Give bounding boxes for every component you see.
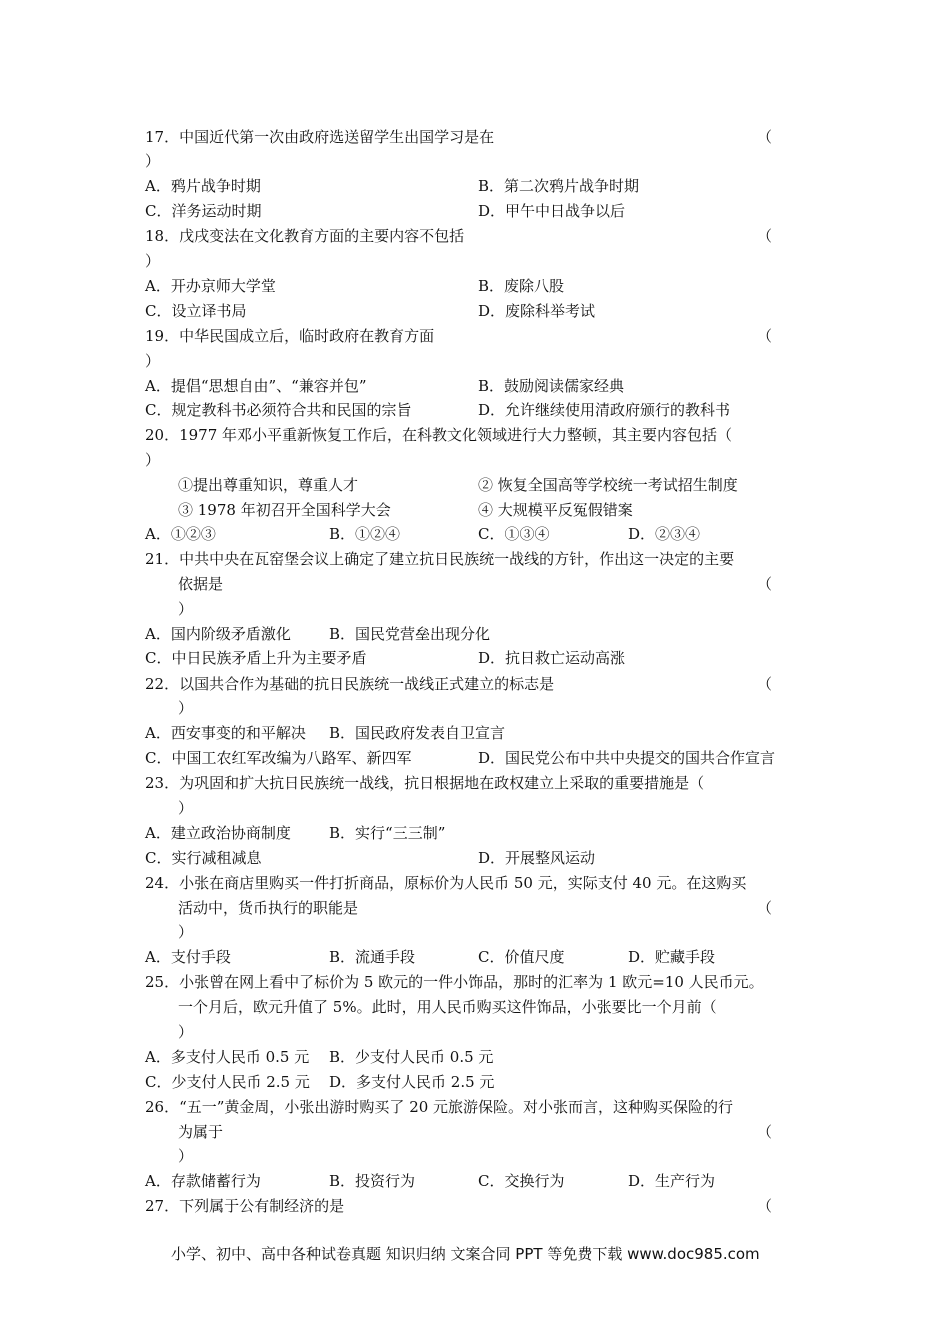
- q23-option-a: A．建立政治协商制度: [145, 824, 291, 842]
- q21-stem-line2: 依据是: [178, 575, 224, 593]
- q19-option-d: D．允许继续使用清政府颁行的教科书: [478, 401, 731, 419]
- q24-option-c: C．价值尺度: [478, 948, 565, 966]
- q26-option-d: D．生产行为: [628, 1172, 716, 1190]
- q21-paren-close: ）: [178, 600, 194, 618]
- q22-stem: 22．以国共合作为基础的抗日民族统一战线正式建立的标志是: [145, 675, 555, 693]
- q18-option-d: D．废除科举考试: [478, 302, 596, 320]
- q18-option-b: B．废除八股: [478, 277, 565, 295]
- q25-option-a: A．多支付人民币 0.5 元: [145, 1048, 310, 1066]
- q19-option-c: C．规定教科书必须符合共和民国的宗旨: [145, 401, 412, 419]
- q18-paren-open: （: [757, 227, 773, 245]
- q22-option-a: A．西安事变的和平解决: [145, 724, 306, 742]
- q20-item-1: ①提出尊重知识，尊重人才: [178, 476, 359, 494]
- q19-paren-open: （: [757, 327, 773, 345]
- q22-option-b: B．国民政府发表自卫宣言: [329, 724, 506, 742]
- q24-stem-line2: 活动中，货币执行的职能是: [178, 899, 359, 917]
- q25-stem-line2: 一个月后，欧元升值了 5%。此时，用人民币购买这件饰品，小张要比一个月前（: [178, 998, 717, 1016]
- q21-option-a: A．国内阶级矛盾激化: [145, 625, 291, 643]
- q17-stem: 17．中国近代第一次由政府选送留学生出国学习是在: [145, 128, 495, 146]
- q22-paren-open: （: [757, 675, 773, 693]
- q21-stem-line1: 21．中共中央在瓦窑堡会议上确定了建立抗日民族统一战线的方针，作出这一决定的主要: [145, 550, 735, 568]
- q23-option-c: C．实行减租减息: [145, 849, 262, 867]
- q27-paren-open: （: [757, 1197, 773, 1215]
- q21-option-b: B．国民党营垒出现分化: [329, 625, 491, 643]
- q24-option-d: D．贮藏手段: [628, 948, 716, 966]
- q21-paren-open: （: [757, 575, 773, 593]
- q21-option-d: D．抗日救亡运动高涨: [478, 649, 626, 667]
- q20-item-3: ③ 1978 年初召开全国科学大会: [178, 501, 391, 519]
- q25-paren-close: ）: [178, 1023, 194, 1041]
- q26-option-a: A．存款储蓄行为: [145, 1172, 261, 1190]
- q21-option-c: C．中日民族矛盾上升为主要矛盾: [145, 649, 367, 667]
- q25-option-b: B．少支付人民币 0.5 元: [329, 1048, 494, 1066]
- q20-paren-close: ）: [145, 451, 161, 469]
- q17-option-b: B．第二次鸦片战争时期: [478, 177, 640, 195]
- q25-option-c: C．少支付人民币 2.5 元: [145, 1073, 310, 1091]
- q24-stem-line1: 24．小张在商店里购买一件打折商品，原标价为人民币 50 元，实际支付 40 元。在这购买: [145, 874, 747, 892]
- q27-stem: 27．下列属于公有制经济的是: [145, 1197, 345, 1215]
- q20-option-a: A．①②③: [145, 525, 216, 543]
- q26-option-b: B．投资行为: [329, 1172, 416, 1190]
- q18-option-c: C．设立译书局: [145, 302, 247, 320]
- q17-paren-close: ）: [145, 152, 161, 170]
- q19-option-a: A．提倡“思想自由”、“兼容并包”: [145, 377, 367, 395]
- q22-option-d: D．国民党公布中共中央提交的国共合作宣言: [478, 749, 776, 767]
- q20-item-4: ④ 大规模平反冤假错案: [478, 501, 633, 519]
- page-footer: 小学、初中、高中各种试卷真题 知识归纳 文案合同 PPT 等免费下载 www.doc985.com: [171, 1245, 760, 1263]
- q18-paren-close: ）: [145, 252, 161, 270]
- q18-stem: 18．戊戌变法在文化教育方面的主要内容不包括: [145, 227, 465, 245]
- q24-paren-close: ）: [178, 923, 194, 941]
- q20-option-d: D．②③④: [628, 525, 701, 543]
- q26-option-c: C．交换行为: [478, 1172, 565, 1190]
- q25-option-d: D．多支付人民币 2.5 元: [329, 1073, 495, 1091]
- q22-option-c: C．中国工农红军改编为八路军、新四军: [145, 749, 412, 767]
- q19-stem: 19．中华民国成立后，临时政府在教育方面: [145, 327, 435, 345]
- q26-paren-close: ）: [178, 1147, 194, 1165]
- q23-option-b: B．实行“三三制”: [329, 824, 446, 842]
- q26-paren-open: （: [757, 1123, 773, 1141]
- q17-paren-open: （: [757, 128, 773, 146]
- q23-option-d: D．开展整风运动: [478, 849, 596, 867]
- q19-paren-close: ）: [145, 352, 161, 370]
- q20-option-c: C．①③④: [478, 525, 550, 543]
- q22-paren-close: ）: [178, 699, 194, 717]
- q23-stem: 23．为巩固和扩大抗日民族统一战线，抗日根据地在政权建立上采取的重要措施是（: [145, 774, 705, 792]
- q17-option-a: A．鸦片战争时期: [145, 177, 261, 195]
- q24-paren-open: （: [757, 899, 773, 917]
- q24-option-a: A．支付手段: [145, 948, 231, 966]
- q25-stem-line1: 25．小张曾在网上看中了标价为 5 欧元的一件小饰品，那时的汇率为 1 欧元=10 人民币元。: [145, 973, 764, 991]
- q20-item-2: ② 恢复全国高等学校统一考试招生制度: [478, 476, 738, 494]
- q24-option-b: B．流通手段: [329, 948, 416, 966]
- q17-option-d: D．甲午中日战争以后: [478, 202, 626, 220]
- q26-stem-line2: 为属于: [178, 1123, 224, 1141]
- q17-option-c: C．洋务运动时期: [145, 202, 262, 220]
- q26-stem-line1: 26．“五一”黄金周，小张出游时购买了 20 元旅游保险。对小张而言，这种购买保险的行: [145, 1098, 734, 1116]
- q19-option-b: B．鼓励阅读儒家经典: [478, 377, 625, 395]
- q20-stem: 20．1977 年邓小平重新恢复工作后，在科教文化领域进行大力整顿，其主要内容包括（: [145, 426, 733, 444]
- q23-paren-close: ）: [178, 799, 194, 817]
- q18-option-a: A．开办京师大学堂: [145, 277, 276, 295]
- q20-option-b: B．①②④: [329, 525, 401, 543]
